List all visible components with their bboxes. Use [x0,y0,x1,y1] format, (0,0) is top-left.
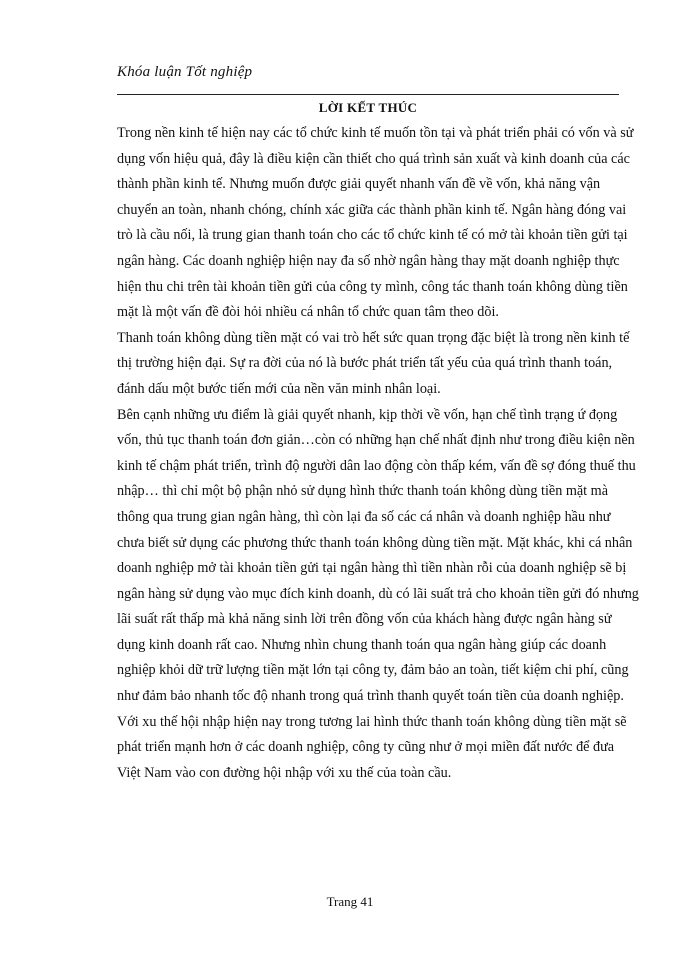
paragraph-3: Bên cạnh những ưu điểm là giải quyết nhanh, kịp thời về vốn, hạn chế tình trạng ứ đọng vốn, thủ tục thanh toán đơn giản…còn có những hạn chế nhất định như trong điều kiện nền kinh tế chậm phát triển, trình độ người dân lao động còn thấp kém, vấn đề sợ đóng thuế thu nhập… thì chỉ một bộ phận nhỏ sử dụng hình thức thanh toán không dùng tiền mặt mà thông qua trung gian ngân hàng, thì còn lại đa số các cá nhân và doanh nghiệp hầu như chưa biết sử dụng các phương thức thanh toán không dùng tiền mặt. Mặt khác, khi cá nhân doanh nghiệp mở tài khoản tiền gửi tại ngân hàng thì tiền nhàn rỗi của doanh nghiệp sẽ bị ngân hàng sử dụng vào mục đích kinh doanh, dù có lãi suất trả cho khoản tiền gửi đó nhưng lãi suất rất thấp mà khả năng sinh lời trên đồng vốn của khách hàng được ngân hàng sử dụng kinh doanh rất cao. Nhưng nhìn chung thanh toán qua ngân hàng giúp các doanh nghiệp khỏi dữ trữ lượng tiền mặt lớn tại công ty, đảm bảo an toàn, tiết kiệm chi phí, cũng như đảm bảo nhanh tốc độ nhanh trong quá trình thanh quyết toán tiền của doanh nghiệp. Với xu thế hội nhập hiện nay trong tương lai hình thức thanh toán không dùng tiền mặt sẽ phát triển mạnh hơn ở các doanh nghiệp, công ty cũng như ở mọi miền đất nước để đưa Việt Nam vào con đường hội nhập với xu thế của toàn cầu. [117,406,639,781]
header-divider [117,94,619,95]
section-title: LỜI KẾT THÚC [318,100,418,115]
page-number: Trang 41 [326,894,374,909]
paragraph-1: Trong nền kinh tế hiện nay các tổ chức kinh tế muốn tồn tại và phát triển phải có vốn và sử dụng vốn hiệu quả, đây là điều kiện cần thiết cho quá trình sản xuất và kinh doanh của các thành phần kinh tế. Nhưng muốn được giải quyết nhanh vấn đề về vốn, khả năng vận chuyển an toàn, nhanh chóng, chính xác giữa các thành phần kinh tế. Ngân hàng đóng vai trò là cầu nối, là trung gian thanh toán cho các tổ chức kinh tế có mở tài khoản tiền gửi tại ngân hàng. Các doanh nghiệp hiện nay đa số nhờ ngân hàng thay mặt doanh nghiệp thực hiện thu chi trên tài khoản tiền gửi của công ty mình, công tác thanh toán không dùng tiền mặt là một vấn đề đòi hỏi nhiều cá nhân tổ chức quan tâm theo dõi. [117,125,634,321]
body-text [117,121,640,786]
paragraph-2: Thanh toán không dùng tiền mặt có vai trò hết sức quan trọng đặc biệt là trong nền kinh tế thị trường hiện đại. Sự ra đời của nó là bước phát triển tất yếu của quá trình thanh toán, đánh dấu một bước tiến mới của nền văn minh nhân loại. [117,329,630,397]
running-header: Khóa luận Tốt nghiệp [117,64,253,80]
